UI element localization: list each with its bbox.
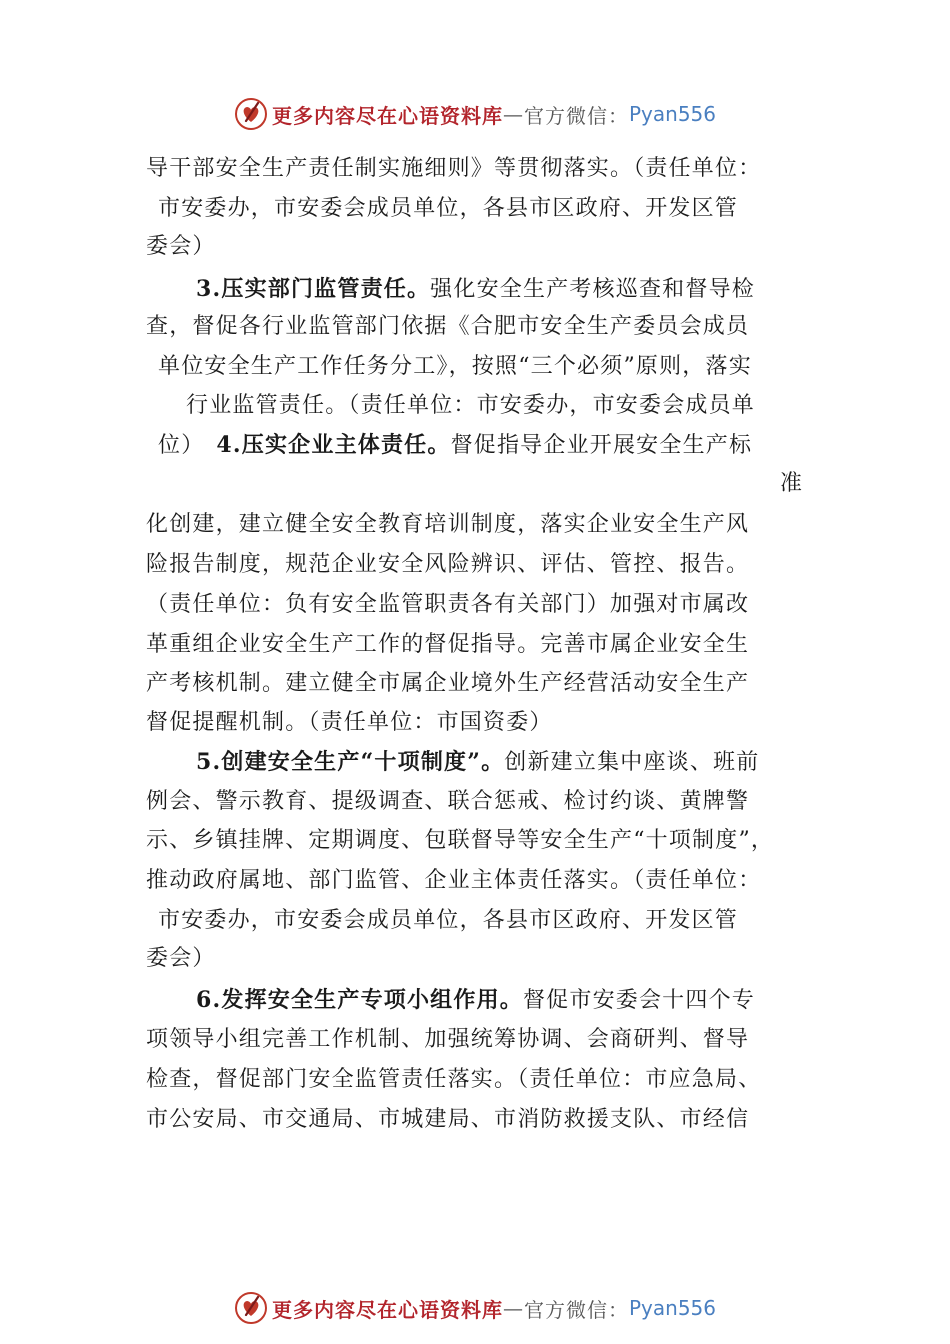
watermark-wechat-id: Pyan556 xyxy=(628,1296,716,1320)
text-line: 项领导小组完善工作机制、加强统筹协调、会商研判、督导 xyxy=(146,1027,750,1052)
heart-pen-logo-icon xyxy=(234,97,268,131)
section-heading: 3.压实部门监管责任。 xyxy=(196,276,431,302)
text-line: 市安委办，市安委会成员单位，各县市区政府、开发区管 xyxy=(158,908,739,933)
text-line: 5.创建安全生产“十项制度”。创新建立集中座谈、班前 xyxy=(196,749,760,775)
section-heading: 5.创建安全生产“十项制度”。 xyxy=(196,749,505,775)
text-line: 产考核机制。建立健全市属企业境外生产经营活动安全生产 xyxy=(146,671,750,696)
text-line: 查，督促各行业监管部门依据《合肥市安全生产委员会成员 xyxy=(146,314,750,339)
text-line: 单位安全生产工作任务分工》，按照“三个必须”原则，落实 xyxy=(158,354,752,379)
heart-pen-logo-icon xyxy=(234,1291,268,1325)
section-heading: 4.压实企业主体责任。 xyxy=(216,432,451,458)
watermark-wechat-label: 官方微信： xyxy=(523,103,629,128)
text-line: 督促提醒机制。（责任单位：市国资委） xyxy=(146,710,553,735)
section-heading: 6.发挥安全生产专项小组作用。 xyxy=(196,987,523,1013)
text-line: 市公安局、市交通局、市城建局、市消防救援支队、市经信 xyxy=(146,1107,750,1132)
watermark-title: 更多内容尽在心语资料库 xyxy=(271,1297,503,1322)
text-line: 市安委办，市安委会成员单位，各县市区政府、开发区管 xyxy=(158,196,739,221)
watermark-dash: — xyxy=(502,1296,524,1320)
text-line: 例会、警示教育、提级调查、联合惩戒、检讨约谈、黄牌警 xyxy=(146,789,750,814)
text-line: 推动政府属地、部门监管、企业主体责任落实。（责任单位： xyxy=(146,868,762,893)
text-line: 导干部安全生产责任制实施细则》等贯彻落实。（责任单位： xyxy=(146,156,762,181)
text-line: 险报告制度，规范企业安全风险辨识、评估、管控、报告。 xyxy=(146,552,750,577)
text-line: （责任单位：负有安全监管职责各有关部门）加强对市属改 xyxy=(146,592,750,617)
watermark-wechat-id: Pyan556 xyxy=(628,102,716,126)
text-line: 示、乡镇挂牌、定期调度、包联督导等安全生产“十项制度”， xyxy=(146,828,775,853)
text-line: 化创建，建立健全安全教育培训制度，落实企业安全生产风 xyxy=(146,512,750,537)
watermark-title: 更多内容尽在心语资料库 xyxy=(271,103,503,128)
text-line: 检查，督促部门安全监管责任落实。（责任单位：市应急局、 xyxy=(146,1067,762,1092)
watermark-dash: — xyxy=(502,102,524,126)
text-line: 委会） xyxy=(146,946,216,971)
text-line: 6.发挥安全生产专项小组作用。督促市安委会十四个专 xyxy=(196,987,755,1013)
text-line: 3.压实部门监管责任。强化安全生产考核巡查和督导检 xyxy=(196,276,755,302)
watermark-wechat-label: 官方微信： xyxy=(523,1297,629,1322)
text-line: 准 xyxy=(780,471,804,496)
footer-watermark xyxy=(0,1288,950,1328)
text-line: 位） 4.压实企业主体责任。督促指导企业开展安全生产标 xyxy=(158,432,753,458)
text-line: 委会） xyxy=(146,234,216,259)
text-line: 行业监管责任。（责任单位：市安委办，市安委会成员单 xyxy=(186,393,756,418)
text-line: 革重组企业安全生产工作的督促指导。完善市属企业安全生 xyxy=(146,632,750,657)
header-watermark xyxy=(0,94,950,134)
